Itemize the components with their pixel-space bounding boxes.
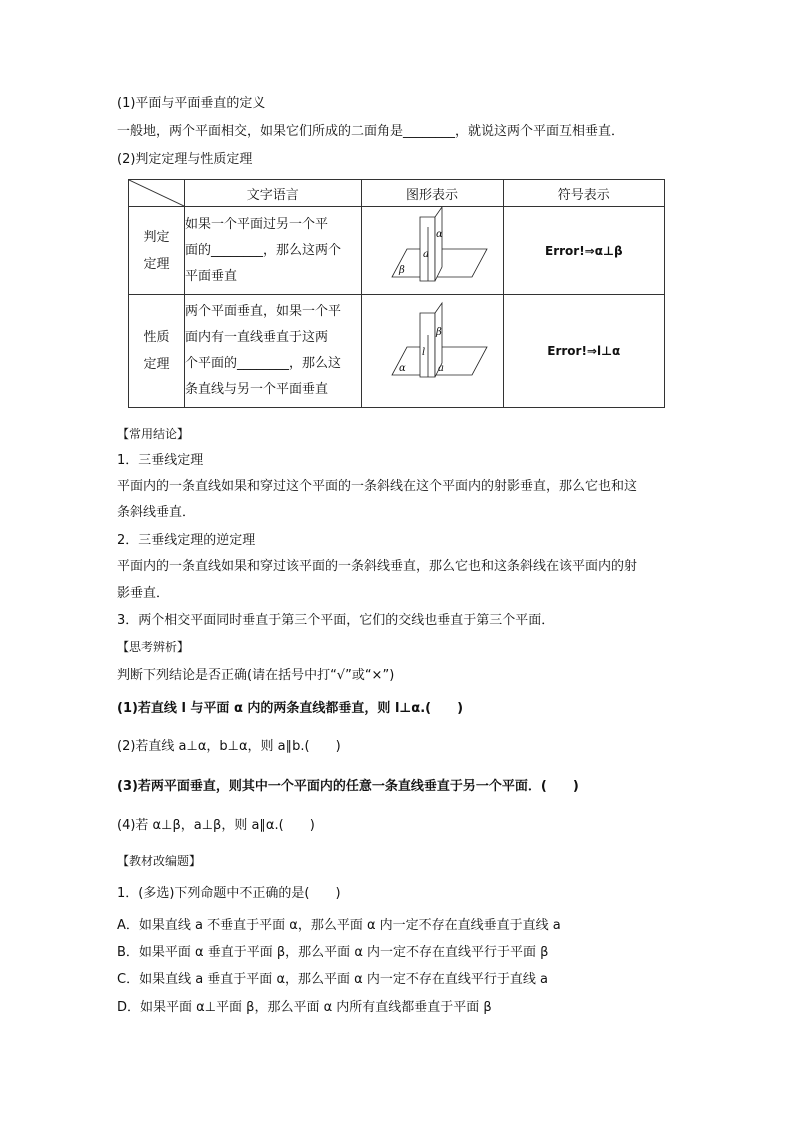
- conclusions-tag: 【常用结论】: [117, 427, 190, 441]
- thinking-item: (4)若 α⊥β，a⊥β，则 a∥α.( ): [117, 818, 315, 833]
- svg-text:l: l: [421, 347, 425, 358]
- diagonal-header-cell: [129, 180, 185, 207]
- option-a: A．如果直线 a 不垂直于平面 α，那么平面 α 内一定不存在直线垂直于直线 a: [117, 918, 561, 933]
- table-row: [129, 207, 665, 295]
- table-header-row: [129, 180, 665, 207]
- header-symbol: 符号表示: [503, 180, 664, 207]
- section1-text: 一般地，两个平面相交，如果它们所成的二面角是________，就说这两个平面互相垂直．: [117, 124, 625, 139]
- perpendicular-planes-figure: [362, 207, 503, 290]
- conclusion-line: 3．两个相交平面同时垂直于第三个平面，它们的交线也垂直于第三个平面．: [117, 613, 555, 628]
- thinking-instruction: 判断下列结论是否正确(请在括号中打“√”或“×”): [117, 668, 395, 683]
- thinking-tag: 【思考辨析】: [117, 640, 190, 654]
- svg-text:a: a: [437, 363, 444, 374]
- judgment-text: 如果一个平面过另一个平 面的________，那么这两个 平面垂直: [185, 207, 362, 295]
- thinking-item: (2)若直线 a⊥α，b⊥α，则 a∥b.( ): [117, 739, 341, 754]
- svg-text:β: β: [435, 327, 442, 338]
- table-row: [129, 295, 665, 408]
- section2-heading: (2)判定定理与性质定理: [117, 152, 253, 167]
- row-label-judgment: 判定 定理: [129, 207, 185, 295]
- judgment-symbol: Error!⇒α⊥β: [503, 207, 664, 295]
- perpendicular-planes-figure-2: [362, 295, 503, 403]
- textbook-question: 1．(多选)下列命题中不正确的是( ): [117, 886, 341, 901]
- svg-text:β: β: [398, 265, 405, 276]
- header-text-language: 文字语言: [185, 180, 362, 207]
- row-label-property: 性质 定理: [129, 295, 185, 408]
- svg-text:a: a: [422, 249, 429, 260]
- textbook-tag: 【教材改编题】: [117, 854, 202, 868]
- thinking-item: (1)若直线 l 与平面 α 内的两条直线都垂直，则 l⊥α.( ): [117, 701, 464, 716]
- thinking-item: (3)若两平面垂直，则其中一个平面内的任意一条直线垂直于另一个平面．( ): [117, 779, 579, 794]
- section1-heading: (1)平面与平面垂直的定义: [117, 96, 266, 111]
- option-d: D．如果平面 α⊥平面 β，那么平面 α 内所有直线都垂直于平面 β: [117, 1000, 492, 1015]
- property-figure: [361, 295, 503, 408]
- option-c: C．如果直线 a 垂直于平面 α，那么平面 α 内一定不存在直线平行于直线 a: [117, 972, 548, 987]
- svg-text:α: α: [435, 229, 443, 240]
- conclusion-line: 2．三垂线定理的逆定理: [117, 533, 256, 548]
- svg-text:α: α: [398, 363, 406, 374]
- conclusion-line: 影垂直．: [117, 586, 170, 601]
- conclusion-line: 平面内的一条直线如果和穿过该平面的一条斜线垂直，那么它也和这条斜线在该平面内的射: [117, 559, 638, 574]
- diagonal-line: [129, 180, 184, 206]
- theorem-table: [128, 179, 665, 408]
- option-b: B．如果平面 α 垂直于平面 β，那么平面 α 内一定不存在直线平行于平面 β: [117, 945, 549, 960]
- conclusion-line: 1．三垂线定理: [117, 453, 204, 468]
- property-text: 两个平面垂直，如果一个平 面内有一直线垂直于这两 个平面的________，那么这 条直线与另一个平面垂直: [185, 295, 362, 408]
- property-symbol: Error!⇒l⊥α: [503, 295, 664, 408]
- conclusion-line: 条斜线垂直．: [117, 505, 196, 520]
- conclusion-line: 平面内的一条直线如果和穿过这个平面的一条斜线在这个平面内的射影垂直，那么它也和这: [117, 479, 638, 494]
- judgment-figure: [361, 207, 503, 295]
- header-figure: 图形表示: [361, 180, 503, 207]
